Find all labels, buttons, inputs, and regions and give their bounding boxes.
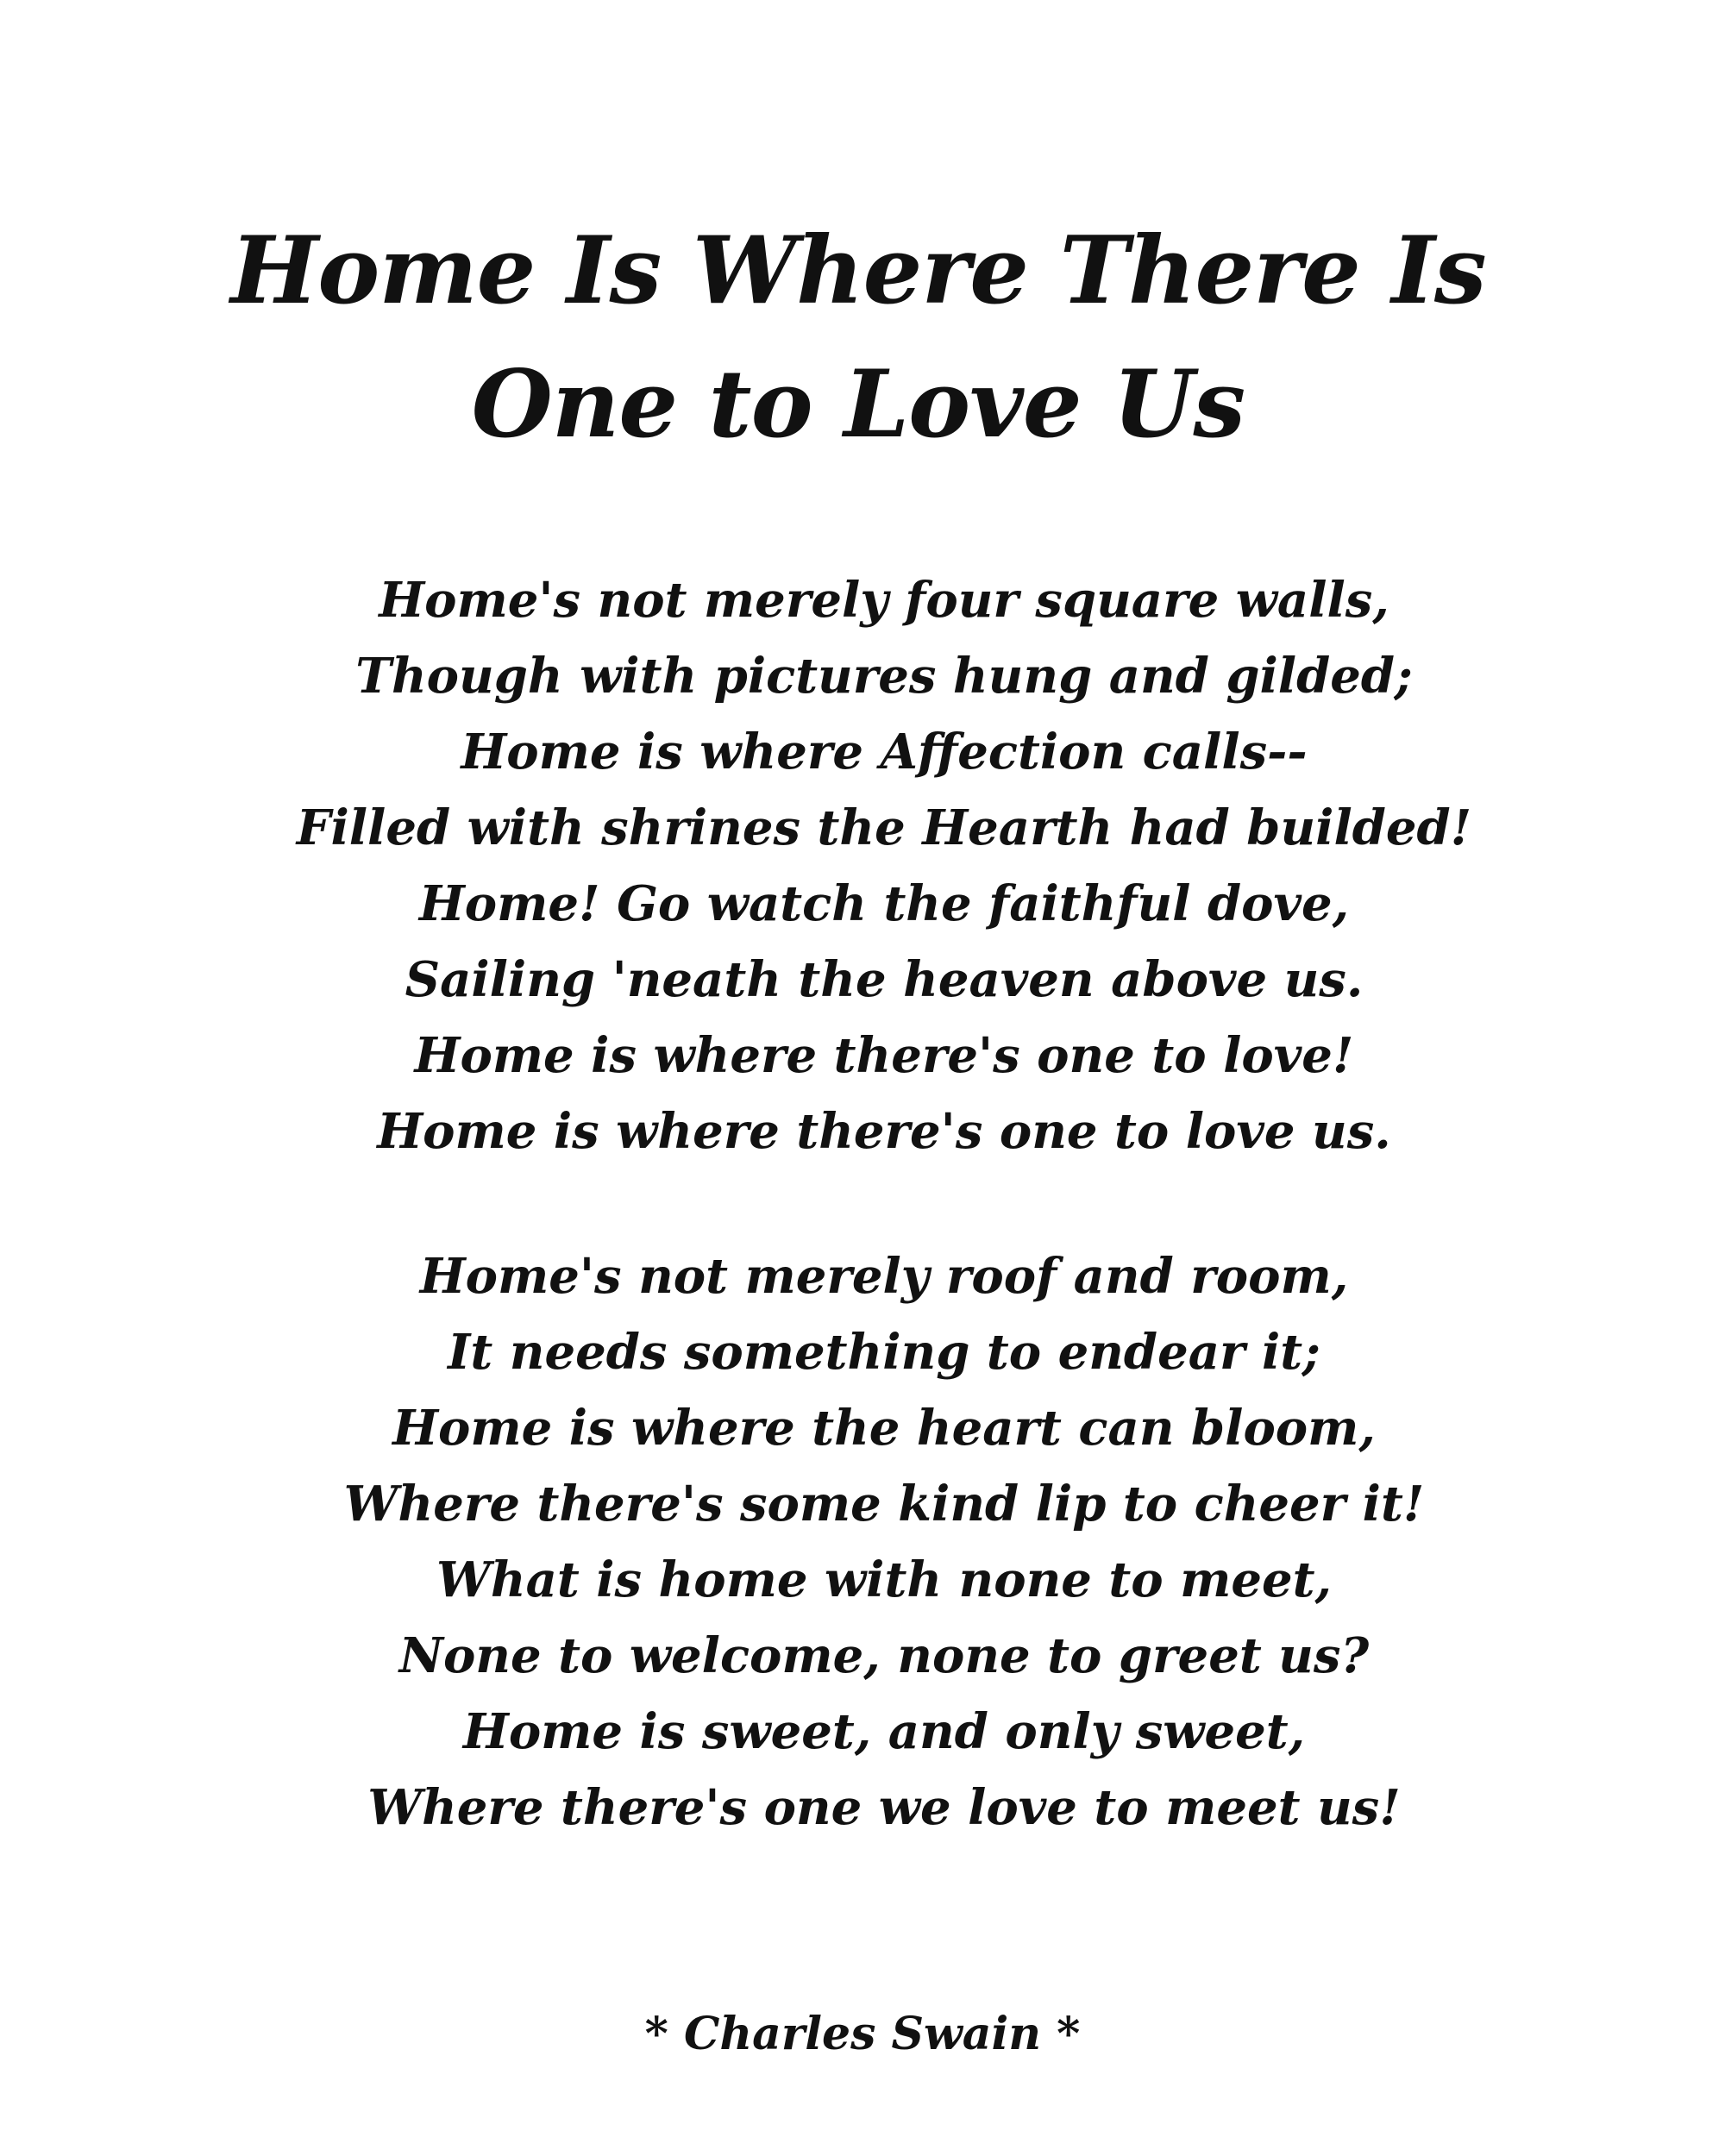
poem-line: Home is where there's one to love us. xyxy=(377,1103,1391,1160)
poem-line: Home! Go watch the faithful dove, xyxy=(418,875,1350,932)
poem-line: Home's not merely roof and room, xyxy=(419,1248,1349,1305)
poem-stanza-2 xyxy=(0,1238,1725,1846)
poem-line: Though with pictures hung and gilded; xyxy=(355,648,1413,705)
poem-line: Home is where Affection calls-- xyxy=(461,724,1308,780)
poem-title-line-2: One to Love Us xyxy=(471,350,1245,460)
poem-stanza-1 xyxy=(0,562,1725,1169)
poem-attribution: * Charles Swain * xyxy=(644,2008,1081,2060)
poem-line: Home is where the heart can bloom, xyxy=(392,1400,1376,1457)
poem-line: What is home with none to meet, xyxy=(436,1551,1333,1608)
poem-line: It needs something to endear it; xyxy=(448,1324,1320,1381)
poem-line: Home's not merely four square walls, xyxy=(379,572,1389,629)
poem-title xyxy=(0,204,1716,472)
poem-line: Home is where there's one to love! xyxy=(414,1027,1354,1084)
poem-line: Where there's some kind lip to cheer it! xyxy=(343,1476,1425,1532)
poem-line: Sailing 'neath the heaven above us. xyxy=(405,951,1364,1008)
poem-line: None to welcome, none to greet us? xyxy=(398,1627,1370,1684)
poem-line: Home is sweet, and only sweet, xyxy=(462,1703,1306,1760)
poem-title-line-1: Home Is Where There Is xyxy=(230,216,1486,326)
poem-line: Filled with shrines the Hearth had builded! xyxy=(296,799,1472,856)
poem-line: Where there's one we love to meet us! xyxy=(367,1779,1401,1836)
